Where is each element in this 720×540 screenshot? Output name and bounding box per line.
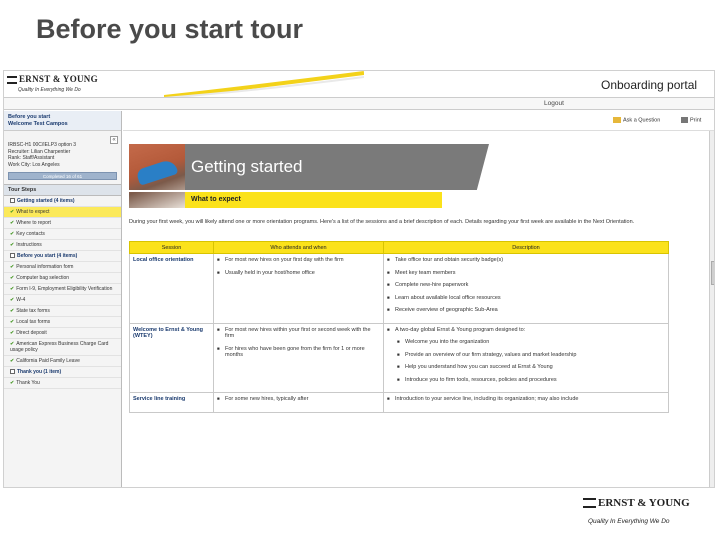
user-info-line: Recruiter: Lilian Charpentier [8,148,71,155]
checkmark-icon: ✔ [10,209,15,215]
description-item: ■ Introduction to your service line, including its organization; may also include [387,396,665,403]
intro-text: During your first week, you will likely attend one or more orientation programs. Here's a list of the sessions and a brief description of each. Details regarding your first week are available in the Next Orientation. [129,219,635,225]
checkmark-icon: ✔ [10,297,15,303]
description-item: ■ Meet key team members [387,270,665,277]
who-item: ■ For most new hires within your first or second week with the firm [217,327,380,340]
checkmark-icon: ✔ [10,308,15,314]
ey-logo-mark-icon [7,76,17,84]
checkmark-icon: ✔ [10,275,15,281]
tour-step-label: What to expect [16,209,50,215]
tour-step-label: Instructions [16,242,42,248]
tour-step-label: American Express Business Charge Card usage policy [10,341,109,353]
table-header-row [130,242,669,254]
tour-step-item[interactable] [4,378,121,389]
banner [129,144,489,208]
tour-section-item[interactable] [4,196,121,207]
slide-title: Before you start tour [36,14,304,44]
tour-step-item[interactable] [4,218,121,229]
tour-step-item[interactable] [4,240,121,251]
description-item: ■ Welcome you into the organization [397,339,665,346]
who-cell [214,393,384,413]
scrollbar-thumb[interactable] [711,261,715,285]
tour-step-item[interactable] [4,339,121,356]
logout-link[interactable]: Logout [544,100,564,107]
who-item: ■ For most new hires on your first day with the firm [217,257,380,264]
track-line [129,190,185,192]
col-header-who: Who attends and when [214,242,384,254]
table-row [130,323,669,393]
description-cell [384,254,669,324]
expand-box-icon [10,253,15,258]
print-label: Print [690,117,702,124]
description-item: ■ Complete new-hire paperwork [387,282,665,289]
tour-step-label: Key contacts [16,231,45,237]
checkmark-icon: ✔ [10,220,15,226]
tour-sidebar [4,111,122,488]
table-row [130,254,669,324]
ey-logo [7,74,98,84]
tour-step-label: California Paid Family Leave [16,358,80,364]
expand-box-icon [10,369,15,374]
content-toolbar [123,111,715,131]
portal-title: Onboarding portal [601,78,698,92]
user-info [4,131,121,170]
tour-step-item[interactable] [4,262,121,273]
banner-photo [129,144,185,208]
tour-step-item[interactable] [4,284,121,295]
tour-step-item[interactable] [4,317,121,328]
tour-step-item[interactable] [4,328,121,339]
checkmark-icon: ✔ [10,330,15,336]
session-cell: Local office orientation [130,254,214,324]
user-info-line: Work City: Los Angeles [8,161,60,168]
sidebar-heading-text: Before you start Welcome Test Campos [8,114,68,127]
ask-question-label: Ask a Question [623,117,661,124]
description-item: ■ Learn about available local office resources [387,295,665,302]
tour-step-label: Getting started (4 items) [17,198,75,204]
expand-box-icon [10,198,15,203]
description-item: ■ Receive overview of geographic Sub-Area [387,307,665,314]
swoosh-graphic [164,71,364,99]
description-item: ■ Help you understand how you can succeed at Ernst & Young [397,364,665,371]
tour-section-item[interactable] [4,251,121,262]
ask-question-button[interactable] [613,117,660,123]
tour-step-label: Local tax forms [16,319,51,325]
who-cell [214,254,384,324]
col-header-session: Session [130,242,214,254]
checkmark-icon: ✔ [10,242,15,248]
user-info-line: Rank: Staff/Assistant [8,155,55,161]
tour-section-item[interactable] [4,367,121,378]
tour-step-item[interactable] [4,229,121,240]
print-button[interactable] [681,117,701,123]
banner-title: Getting started [191,157,303,176]
sidebar-heading [4,111,121,131]
main-content [123,111,715,488]
description-item: ■ Provide an overview of our firm strategy, values and market leadership [397,352,665,359]
tour-step-item[interactable] [4,273,121,284]
checkmark-icon: ✔ [10,358,15,364]
checkmark-icon: ✔ [10,264,15,270]
user-info-line: IRBSC-H1 00C/IELP3 option 3 [8,142,77,148]
sessions-table-body [130,254,669,413]
tour-steps-heading: Tour Steps [4,184,121,196]
tour-step-label: Computer bag selection [16,275,70,281]
running-shoe-image [136,158,179,186]
sessions-table [129,241,669,413]
tour-step-item[interactable] [4,207,121,218]
checkmark-icon: ✔ [10,319,15,325]
tour-step-label: W-4 [16,297,26,303]
scrollbar[interactable] [709,131,715,488]
who-item: ■ For hires who have been gone from the firm for 1 or more months [217,346,380,359]
who-item: ■ Usually held in your host/home office [217,270,380,277]
footer-ey-logo [583,497,690,509]
col-header-description: Description [384,242,669,254]
footer-logo-text: ERNST & YOUNG [598,497,690,509]
ey-tagline: Quality In Everything We Do [18,87,81,93]
ey-logo-text: ERNST & YOUNG [19,74,98,84]
tour-step-label: Where to report [16,220,51,226]
description-item: ■ A two-day global Ernst & Young program designed to: [387,327,665,334]
description-item: ■ Introduce you to firm tools, resources, policies and procedures [397,377,665,384]
tour-step-label: State tax forms [16,308,50,314]
description-cell [384,393,669,413]
checkmark-icon: ✔ [10,286,15,292]
folder-icon [613,117,621,123]
description-item: ■ Take office tour and obtain security badge(s) [387,257,665,264]
progress-bar: Completed 16 of 61 [8,172,117,180]
checkmark-icon: ✔ [10,380,15,386]
tour-step-label: Personal information form [16,264,74,270]
session-cell: Service line training [130,393,214,413]
table-row [130,393,669,413]
tour-step-label: Form I-9, Employment Eligibility Verification [16,286,113,292]
footer-tagline: Quality In Everything We Do [588,518,670,525]
session-cell: Welcome to Ernst & Young (WTEY) [130,323,214,393]
banner-subtitle: What to expect [191,196,241,203]
tour-step-label: Thank You [16,380,40,386]
portal-screenshot [3,70,715,488]
collapse-sidebar-icon[interactable]: « [110,136,118,144]
tour-step-item[interactable] [4,356,121,367]
checkmark-icon: ✔ [10,231,15,237]
who-cell [214,323,384,393]
tour-step-label: Before you start (4 items) [17,253,78,259]
tour-step-label: Thank you (1 item) [17,369,62,375]
tour-step-item[interactable] [4,306,121,317]
tour-step-label: Direct deposit [16,330,47,336]
checkmark-icon: ✔ [10,341,15,347]
footer-logo-mark-icon [583,498,596,508]
tour-step-item[interactable] [4,295,121,306]
who-item: ■ For some new hires, typically after [217,396,380,403]
tour-steps-list [4,196,121,389]
printer-icon [681,117,688,123]
logout-bar [4,97,715,110]
description-cell [384,323,669,393]
